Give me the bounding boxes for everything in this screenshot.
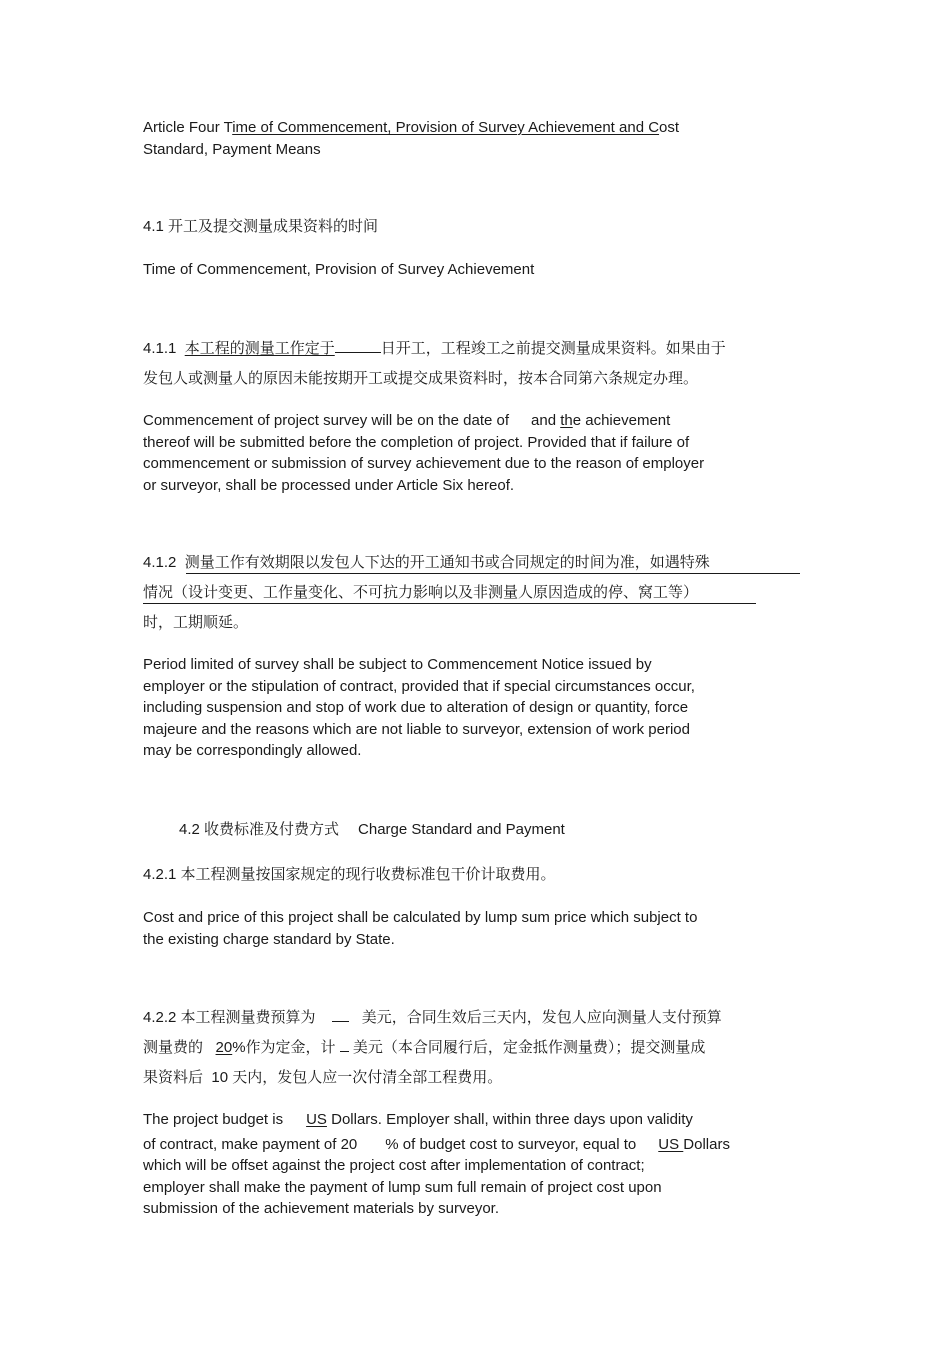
commencement-date-blank [335, 338, 381, 353]
clause-4-2-2-en-line-1: The project budget is US Dollars. Employer shall, within three days upon validity [143, 1111, 693, 1128]
clause-4-1-1-en-line-2: thereof will be submitted before the completion of project. Provided that if failure of [143, 433, 690, 451]
clause-4-1-2-en-line-4: majeure and the reasons which are not liable to surveyor, extension of work period [143, 720, 690, 738]
clause-4-2-1-en-line-1: Cost and price of this project shall be calculated by lump sum price which subject to [143, 909, 698, 926]
clause-4-1-1-en-line-3: commencement or submission of survey achievement due to the reason of employer [143, 455, 705, 472]
section-4-2-title-en: Charge Standard and Payment [358, 821, 565, 838]
clause-4-2-2-en-line-4: employer shall make the payment of lump sum full remain of project cost upon [143, 1178, 662, 1196]
clause-4-1-1-cn-line-1: 4.1.1 本工程的测量工作定于 日开工，工程竣工之前提交测量成果资料。如果由于 [143, 340, 726, 357]
article-heading-line-2: Standard, Payment Means [143, 140, 321, 158]
clause-4-2-2-en-line-5: submission of the achievement materials by surveyor. [143, 1200, 499, 1217]
article-heading-underlined: ime of Commencement, Provision of Survey Achievement and C [232, 119, 660, 136]
clause-4-1-2-cn-line-3: 时，工期顺延。 [143, 614, 249, 631]
article-heading-line-1: Article Four Time of Commencement, Provision of Survey Achievement and Cost [143, 119, 680, 136]
clause-4-2-2-cn-line-1: 4.2.2 本工程测量费预算为 美元，合同生效后三天内，发包人应向测量人支付预算 [143, 1009, 722, 1026]
clause-4-1-1-cn-line-2: 发包人或测量人的原因未能按期开工或提交成果资料时，按本合同第六条规定办理。 [143, 370, 699, 387]
commencement-date-label: 本工程的测量工作定于 [184, 340, 335, 357]
section-4-1-title-cn: 4.1 开工及提交测量成果资料的时间 [143, 218, 379, 235]
clause-4-2-2-en-line-3: which will be offset against the project cost after implementation of contract; [143, 1157, 645, 1174]
underline-rule-1 [186, 573, 800, 574]
deposit-percent: 20 [215, 1039, 233, 1056]
clause-4-1-2-en-line-3: including suspension and stop of work due to alteration of design or quantity, force [143, 699, 689, 716]
underline-rule-2 [143, 603, 756, 604]
clause-4-2-2-en-line-2: of contract, make payment of 20 % of budget cost to surveyor, equal to US Dollars [143, 1135, 730, 1153]
clause-4-2-1-en [143, 907, 697, 950]
section-4-1-title-en: Time of Commencement, Provision of Survey Achievement [143, 261, 535, 278]
clause-4-2-2-cn-line-3: 果资料后 10 天内，发包人应一次付清全部工程费用。 [143, 1069, 503, 1086]
clause-4-2-1-en-line-2: the existing charge standard by State. [143, 930, 395, 948]
clause-4-1-1-cn [143, 334, 726, 394]
clause-4-1-2-cn [143, 548, 710, 638]
budget-blank [332, 1007, 349, 1022]
clause-4-1-2-en-line-5: may be correspondingly allowed. [143, 742, 362, 759]
clause-4-1-2-en-line-1: Period limited of survey shall be subject to Commencement Notice issued by [143, 656, 652, 673]
clause-4-2-2-cn-line-2: 测量费的 20%作为定金，计 美元（本合同履行后，定金抵作测量费）；提交测量成 [143, 1039, 706, 1056]
clause-4-1-2-en-line-2: employer or the stipulation of contract, provided that if special circumstances occur, [143, 677, 695, 695]
clause-4-1-1-en-line-1: Commencement of project survey will be on the date of and the achievement [143, 412, 671, 429]
article-heading [143, 117, 679, 160]
clause-4-1-1-en-line-4: or surveyor, shall be processed under Article Six hereof. [143, 476, 515, 494]
clause-4-1-1-en [143, 410, 704, 496]
section-4-2-title-cn: 4.2 收费标准及付费方式 [179, 821, 340, 838]
section-4-2-title [179, 819, 565, 841]
payment-days: 10 [211, 1069, 229, 1086]
clause-4-2-1-cn: 4.2.1 本工程测量按国家规定的现行收费标准包干价计取费用。 [143, 866, 556, 883]
clause-4-1-2-cn-line-2: 情况（设计变更、工作量变化、不可抗力影响以及非测量人原因造成的停、窝工等） [143, 584, 699, 601]
clause-4-1-2-cn-line-1: 4.1.2 测量工作有效期限以发包人下达的开工通知书或合同规定的时间为准，如遇特殊 [143, 554, 710, 571]
deposit-amount-blank [340, 1037, 349, 1052]
clause-4-2-2-cn [143, 1003, 722, 1093]
clause-4-1-2-en [143, 654, 695, 762]
clause-4-2-2-en [143, 1109, 730, 1220]
